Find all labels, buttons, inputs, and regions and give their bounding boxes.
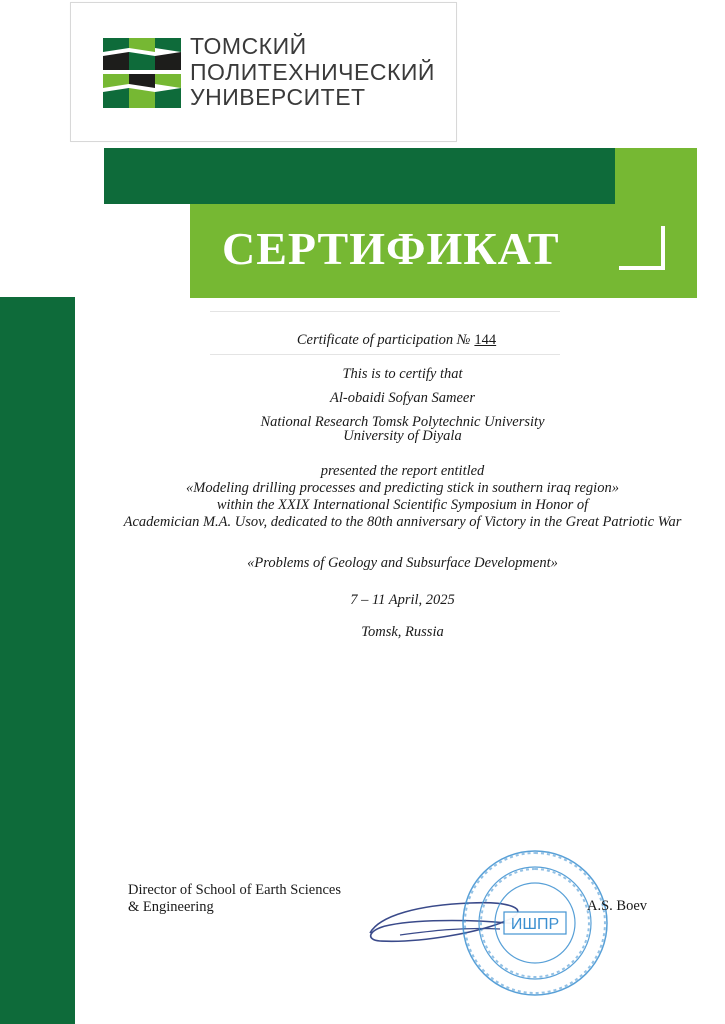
certificate-title: СЕРТИФИКАТ	[222, 223, 560, 274]
logo-row-1	[103, 38, 181, 52]
title-banner-dark	[104, 148, 615, 204]
official-stamp	[460, 848, 610, 998]
signatory-position	[128, 882, 341, 916]
university-name-line-2: ПОЛИТЕХНИЧЕСКИЙ	[190, 58, 435, 85]
signatory-position-line-2: & Engineering	[128, 899, 214, 915]
event-location: Tomsk, Russia	[361, 624, 444, 640]
logo-row-4	[103, 88, 181, 108]
event-dates: 7 – 11 April, 2025	[350, 592, 455, 608]
affiliation-1: National Research Tomsk Polytechnic University	[260, 414, 545, 430]
tpu-logo-icon	[103, 38, 181, 108]
report-title: «Modeling drilling processes and predicting stick in southern iraq region»	[186, 480, 619, 496]
university-name	[190, 34, 435, 111]
corner-bracket-icon	[617, 224, 667, 272]
symposium-name: «Problems of Geology and Subsurface Development»	[247, 555, 558, 571]
university-name-line-3: УНИВЕРСИТЕТ	[190, 84, 366, 110]
certify-line: This is to certify that	[342, 366, 463, 382]
symposium-line-2: Academician M.A. Usov, dedicated to the 80th anniversary of Victory in the Great Patriotic War	[123, 514, 682, 530]
certificate-number-line	[80, 332, 725, 349]
stamp-center-text: ИШПР	[510, 916, 560, 933]
logo-row-3	[103, 74, 181, 88]
university-name-line-1: ТОМСКИЙ	[190, 33, 307, 59]
presented-line: presented the report entitled	[320, 463, 485, 479]
affiliation-2: University of Diyala	[343, 428, 462, 444]
certificate-number: 144	[474, 332, 497, 348]
signatory-name: A.S. Boev	[587, 898, 648, 914]
logo-row-2	[103, 52, 181, 70]
left-decorative-bar	[0, 297, 75, 1024]
symposium-line-1: within the XXIX International Scientific Symposium in Honor of	[216, 497, 589, 513]
signatory-position-line-1: Director of School of Earth Sciences	[128, 882, 341, 898]
certificate-number-label: Certificate of participation №	[296, 332, 471, 348]
participant-name: Al-obaidi Sofyan Sameer	[330, 390, 475, 406]
